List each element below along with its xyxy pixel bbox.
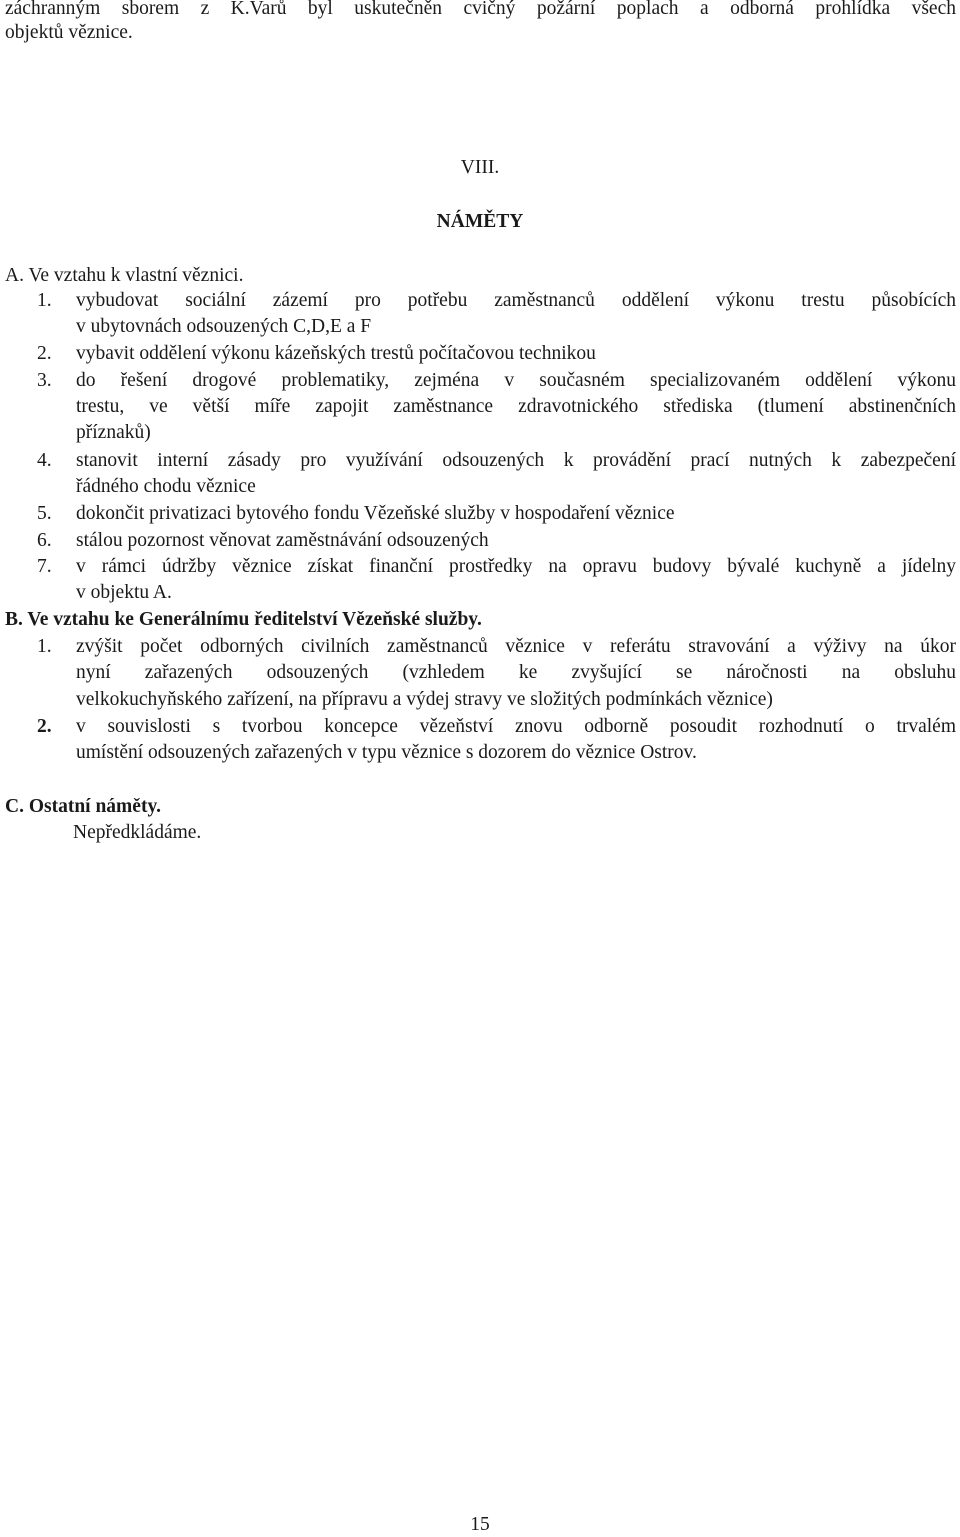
part-a-item-line: v rámci údržby věznice získat finanční prostředky na opravu budovy bývalé kuchyně a jídelny xyxy=(76,556,956,577)
section-title: NÁMĚTY xyxy=(436,211,524,232)
section-numeral: VIII. xyxy=(460,157,500,178)
part-a-item-number: 5. xyxy=(37,503,52,524)
part-a-item-line: vybudovat sociální zázemí pro potřebu zaměstnanců oddělení výkonu trestu působících xyxy=(76,290,956,311)
part-a-item-line: v objektu A. xyxy=(76,582,172,603)
part-a-item-line: do řešení drogové problematiky, zejména v současném specializovaném oddělení výkonu xyxy=(76,370,956,391)
part-a-item-line: v ubytovnách odsouzených C,D,E a F xyxy=(76,316,372,337)
part-b-item-line: zvýšit počet odborných civilních zaměstnanců věznice v referátu stravování a výživy na úkor xyxy=(76,636,956,657)
intro-line-1: záchranným sborem z K.Varů byl uskutečněn cvičný požární poplach a odborná prohlídka všech xyxy=(5,0,956,19)
part-a-item-line: vybavit oddělení výkonu kázeňských trestů počítačovou technikou xyxy=(76,343,596,364)
part-b-item-number: 1. xyxy=(37,636,52,657)
part-c-heading: C. Ostatní náměty. xyxy=(5,796,161,817)
part-a-heading: A. Ve vztahu k vlastní věznici. xyxy=(5,265,244,286)
part-a-item-line: dokončit privatizaci bytového fondu Vězeňské služby v hospodaření věznice xyxy=(76,503,675,524)
part-a-item-number: 6. xyxy=(37,530,52,551)
part-a-item-number: 3. xyxy=(37,370,52,391)
part-b-item-line: umístění odsouzených zařazených v typu věznice s dozorem do věznice Ostrov. xyxy=(76,742,697,763)
part-a-item-line: stanovit interní zásady pro využívání odsouzených k provádění prací nutných k zabezpečení xyxy=(76,450,956,471)
part-a-item-line: příznaků) xyxy=(76,422,151,443)
page-number: 15 xyxy=(470,1514,490,1535)
part-a-item-number: 7. xyxy=(37,556,52,577)
part-a-item-line: trestu, ve větší míře zapojit zaměstnance zdravotnického střediska (tlumení abstinenčních xyxy=(76,396,956,417)
part-c-text: Nepředkládáme. xyxy=(73,822,202,843)
intro-line-2: objektů věznice. xyxy=(5,22,133,43)
part-a-item-line: řádného chodu věznice xyxy=(76,476,256,497)
part-b-item-line: velkokuchyňského zařízení, na přípravu a výdej stravy ve složitých podmínkách věznice) xyxy=(76,689,773,710)
part-b-item-number: 2. xyxy=(37,716,52,737)
part-b-heading: B. Ve vztahu ke Generálnímu ředitelství Vězeňské služby. xyxy=(5,609,482,630)
part-a-item-number: 2. xyxy=(37,343,52,364)
part-b-item-line: v souvislosti s tvorbou koncepce vězeňství znovu odborně posoudit rozhodnutí o trvalém xyxy=(76,716,956,737)
part-a-item-number: 4. xyxy=(37,450,52,471)
part-a-item-line: stálou pozornost věnovat zaměstnávání odsouzených xyxy=(76,530,489,551)
part-b-item-line: nyní zařazených odsouzených (vzhledem ke zvyšující se náročnosti na obsluhu xyxy=(76,662,956,683)
part-a-item-number: 1. xyxy=(37,290,52,311)
